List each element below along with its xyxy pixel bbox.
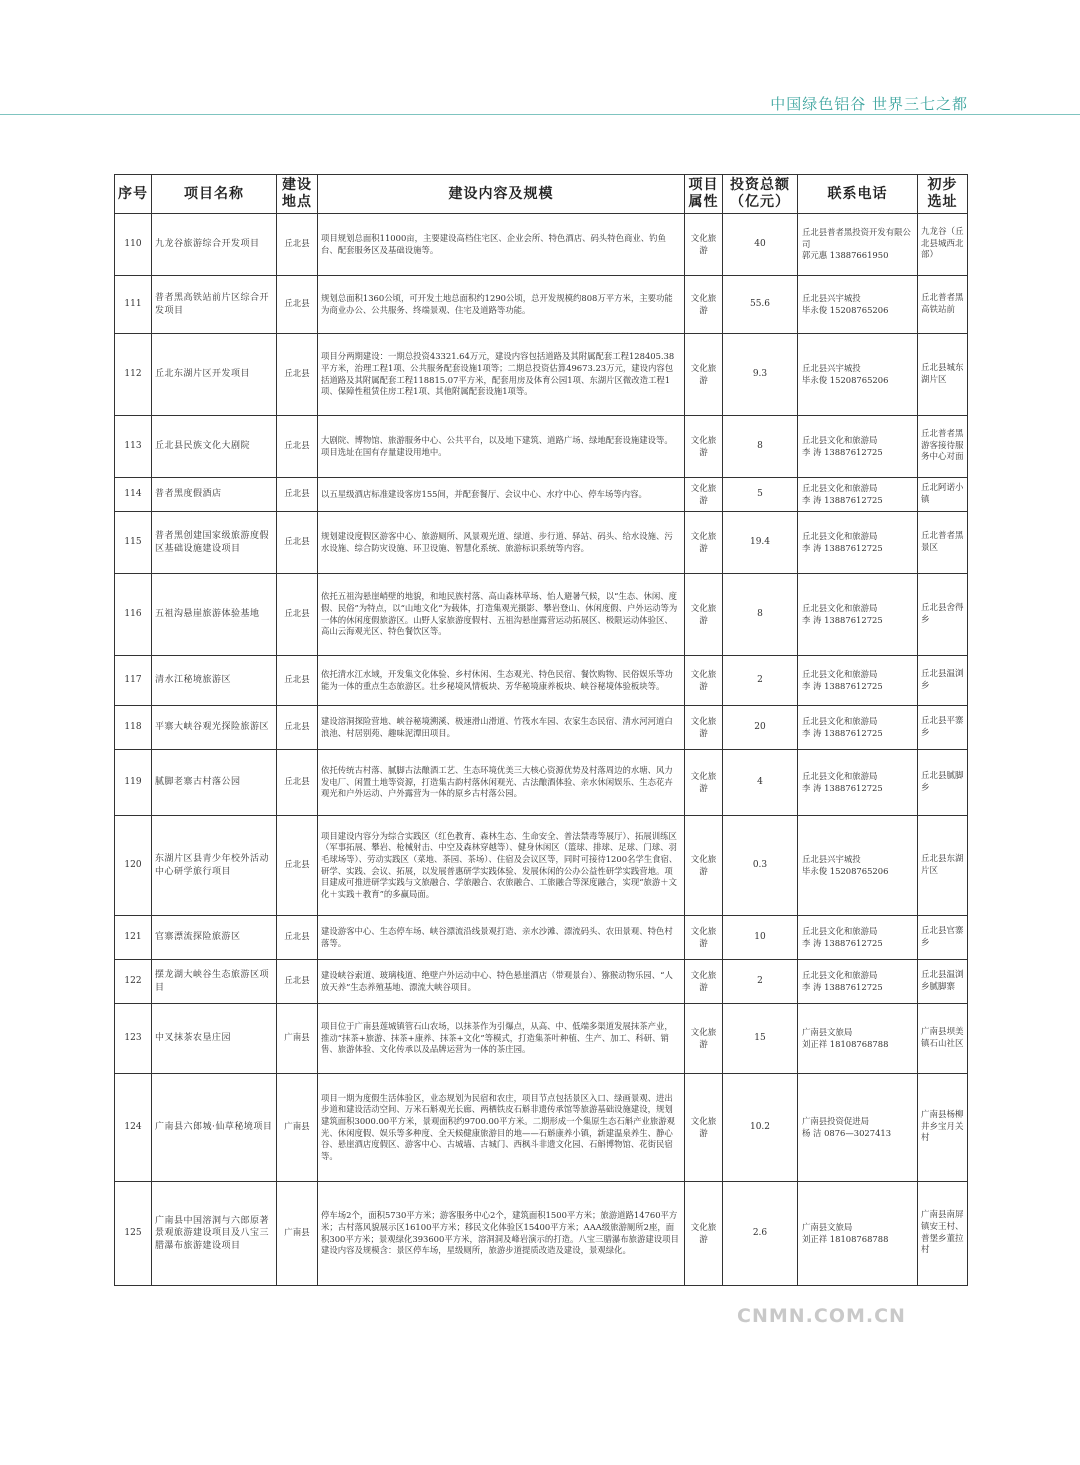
build-location: 丘北县	[277, 214, 318, 276]
contact-line: 丘北县文化和旅游局	[802, 925, 878, 936]
table-row	[115, 334, 968, 416]
project-attribute: 文化旅游	[685, 656, 723, 706]
preliminary-site: 丘北县平寨乡	[918, 706, 968, 750]
contact-line: 李 涛 13887612725	[802, 680, 883, 691]
project-attribute: 文化旅游	[685, 1074, 723, 1182]
contact-info	[798, 276, 918, 334]
contact-line: 毕永俊 15208765206	[802, 374, 889, 385]
table-header-row	[115, 175, 968, 214]
investment-total: 19.4	[723, 512, 798, 574]
table-row	[115, 214, 968, 276]
contact-info	[798, 512, 918, 574]
contact-info	[798, 1182, 918, 1286]
project-attribute: 文化旅游	[685, 334, 723, 416]
contact-info	[798, 416, 918, 478]
build-location: 丘北县	[277, 750, 318, 816]
investment-total: 2.6	[723, 1182, 798, 1286]
build-content: 依托五祖沟悬崖峭壁的地貌，和地民族村落、高山森林草场、怡人避暑气候，以“生态、休闲、度假、民俗”为特点，以“山地文化”为载体，打造集观光摄影、攀岩登山、休闲度假、户外运动等为一体的休闲度假旅游区。山野人家旅游度假村、五祖沟悬崖露营运动拓展区、极限运动体验区、高山云海观光区、特色餐饮区等。	[318, 574, 685, 656]
contact-info	[798, 574, 918, 656]
contact-info	[798, 1074, 918, 1182]
contact-line: 丘北县文化和旅游局	[802, 602, 878, 613]
contact-info	[798, 214, 918, 276]
build-location: 广南县	[277, 1074, 318, 1182]
investment-total: 8	[723, 416, 798, 478]
preliminary-site: 丘北县官寨乡	[918, 916, 968, 960]
build-content: 依托清水江水域，开发集文化体验、乡村休闲、生态观光、特色民宿、餐饮购物、民俗娱乐等功能为一体的重点生态旅游区。壮乡秘境风情板块、芳华秘境康养板块、峡谷秘境体验板块等。	[318, 656, 685, 706]
preliminary-site: 广南县南屏镇安王村、普堡乡董拉村	[918, 1182, 968, 1286]
contact-line: 李 涛 13887612725	[802, 542, 883, 553]
project-name: 普者黑度假酒店	[152, 478, 277, 512]
contact-info	[798, 750, 918, 816]
contact-line: 李 涛 13887612725	[802, 494, 883, 505]
build-content: 项目分两期建设：一期总投资43321.64万元，建设内容包括道路及其附属配套工程128405.38平方米，治理工程1项、公共服务配套设施1项等；二期总投资估算49673.23万元，建设内容包括道路及其附属配套工程118815.07平方米，配套用房及体育公园1项、东湖片区微改造工程1项、保障性租赁住房工程1项、其他附属配套设施1项等。	[318, 334, 685, 416]
row-number: 113	[115, 416, 152, 478]
build-content: 建设峡谷索道、玻璃栈道、绝壁户外运动中心、特色悬崖酒店（带观景台）、猕猴动物乐园、“人放天养”生态养殖基地、漂流大峡谷项目。	[318, 960, 685, 1004]
investment-total: 5	[723, 478, 798, 512]
build-location: 丘北县	[277, 334, 318, 416]
project-name: 广南县中国溶洞与六郎原著景观旅游建设项目及八宝三腊瀑布旅游建设项目	[152, 1182, 277, 1286]
investment-total: 10	[723, 916, 798, 960]
row-number: 125	[115, 1182, 152, 1286]
build-content: 规划总面积1360公顷，可开发土地总面积约1290公顷，总开发规模约808万平方米，主要功能为商业办公、公共服务、终端景观、住宅及道路等功能。	[318, 276, 685, 334]
contact-line: 丘北县文化和旅游局	[802, 434, 878, 445]
contact-line: 丘北县兴宇城投	[802, 853, 861, 864]
contact-line: 郭元惠 13887661950	[802, 250, 889, 261]
investment-total: 40	[723, 214, 798, 276]
project-name: 五祖沟悬崖旅游体验基地	[152, 574, 277, 656]
table-row	[115, 512, 968, 574]
contact-line: 李 涛 13887612725	[802, 937, 883, 948]
row-number: 117	[115, 656, 152, 706]
project-attribute: 文化旅游	[685, 478, 723, 512]
build-location: 丘北县	[277, 656, 318, 706]
preliminary-site: 广南县坝美镇石山社区	[918, 1004, 968, 1074]
project-name: 官寨漂流探险旅游区	[152, 916, 277, 960]
project-table-wrapper	[114, 174, 967, 1286]
investment-total: 55.6	[723, 276, 798, 334]
row-number: 112	[115, 334, 152, 416]
col-header-no: 序号	[115, 175, 152, 214]
project-attribute: 文化旅游	[685, 916, 723, 960]
build-content: 停车场2个，面积5730平方米；游客服务中心2个，建筑面积1500平方米；旅游道路14760平方米；古村落风貌展示区16100平方米；移民文化体验区15400平方米；AAA级旅游厕所2座，面积300平方米；景观绿化393600平方米，溶洞洞及峰岩演示的打造。八宝三腊瀑布旅游建设项目建设内容及规模含：景区停车场，星级厕所，旅游步道提质改造及建设，景观绿化。	[318, 1182, 685, 1286]
contact-info	[798, 478, 918, 512]
investment-total: 8	[723, 574, 798, 656]
build-content: 项目一期为度假生活体验区，业态规划为民宿和农庄，项目节点包括景区入口、绿画景观、进出步道和建设活动空间、万米石斛观光长廊、两栖铁皮石斛非遗传承馆等旅游基础设施建设，规划建筑面积3000.00平方米，景观面积约9700.00平方米。二期形成一个集原生态石斛产业旅游观光、休闲度假、娱乐等多种度、全天候健康旅游目的地——石斛康养小镇，新建温泉养生、静心谷、悬崖酒店度假区、游客中心、古城墙、古城门、西枫斗非遗文化园、石斛博物馆、花街民宿等。	[318, 1074, 685, 1182]
contact-line: 李 涛 13887612725	[802, 614, 883, 625]
table-row	[115, 916, 968, 960]
contact-line: 丘北县文化和旅游局	[802, 715, 878, 726]
preliminary-site: 丘北县温浏乡	[918, 656, 968, 706]
col-header-content: 建设内容及规模	[318, 175, 685, 214]
build-location: 丘北县	[277, 816, 318, 916]
contact-info	[798, 1004, 918, 1074]
contact-line: 刘正祥 18108768788	[802, 1233, 889, 1244]
build-location: 丘北县	[277, 416, 318, 478]
build-location: 丘北县	[277, 478, 318, 512]
project-attribute: 文化旅游	[685, 816, 723, 916]
investment-total: 20	[723, 706, 798, 750]
table-body	[115, 214, 968, 1286]
project-attribute: 文化旅游	[685, 574, 723, 656]
col-header-site: 初步选址	[918, 175, 968, 214]
preliminary-site: 广南县杨柳井乡宝月关村	[918, 1074, 968, 1182]
col-header-contact: 联系电话	[798, 175, 918, 214]
contact-info	[798, 816, 918, 916]
table-row	[115, 276, 968, 334]
row-number: 111	[115, 276, 152, 334]
project-name: 九龙谷旅游综合开发项目	[152, 214, 277, 276]
build-content: 项目规划总面积11000亩，主要建设高档住宅区、企业会所、特色酒店、码头特色商业、钓鱼台、配套服务区及基础设施等。	[318, 214, 685, 276]
row-number: 123	[115, 1004, 152, 1074]
table-row	[115, 1004, 968, 1074]
preliminary-site: 九龙谷（丘北县城西北部）	[918, 214, 968, 276]
build-location: 丘北县	[277, 512, 318, 574]
build-location: 广南县	[277, 1004, 318, 1074]
contact-info	[798, 656, 918, 706]
contact-line: 杨 洁 0876—3027413	[802, 1127, 892, 1138]
col-header-investment: 投资总额（亿元）	[723, 175, 798, 214]
project-name: 普者黑高铁站前片区综合开发项目	[152, 276, 277, 334]
preliminary-site: 丘北县腻脚乡	[918, 750, 968, 816]
contact-info	[798, 960, 918, 1004]
contact-line: 广南县投资促进局	[802, 1115, 869, 1126]
project-name: 丘北东湖片区开发项目	[152, 334, 277, 416]
col-header-name: 项目名称	[152, 175, 277, 214]
contact-line: 李 涛 13887612725	[802, 446, 883, 457]
investment-total: 4	[723, 750, 798, 816]
row-number: 115	[115, 512, 152, 574]
build-location: 丘北县	[277, 706, 318, 750]
build-content: 依托传统古村落、腻脚古法酿酒工艺、生态环境优美三大核心资源优势及村落周边的水塘、风力发电厂、闲置土地等资源，打造集古韵村落休闲观光、古法酿酒体验、亲水休闲娱乐、生态花卉观光和户外运动、户外露营为一体的原乡古村落公园。	[318, 750, 685, 816]
contact-line: 广南县文旅局	[802, 1026, 853, 1037]
project-name: 广南县六郎城·仙草秘境项目	[152, 1074, 277, 1182]
project-name: 丘北县民族文化大剧院	[152, 416, 277, 478]
investment-total: 0.3	[723, 816, 798, 916]
project-name: 腻脚老寨古村落公园	[152, 750, 277, 816]
project-name: 清水江秘境旅游区	[152, 656, 277, 706]
contact-info	[798, 916, 918, 960]
row-number: 110	[115, 214, 152, 276]
row-number: 116	[115, 574, 152, 656]
build-content: 建设溶洞探险营地、峡谷秘境溯溪、极速滑山滑道、竹筏水车园、农家生态民宿、清水河河道白浪池、村居别苑、趣味泥潭田项目。	[318, 706, 685, 750]
page-header-title: 中国绿色铝谷 世界三七之都	[770, 95, 968, 113]
build-content: 建设游客中心、生态停车场、峡谷漂流沿线景观打造、亲水沙滩、漂流码头、农田景观、特色村落等。	[318, 916, 685, 960]
table-row	[115, 816, 968, 916]
col-header-location: 建设地点	[277, 175, 318, 214]
project-attribute: 文化旅游	[685, 276, 723, 334]
contact-info	[798, 334, 918, 416]
project-name: 平寨大峡谷观光探险旅游区	[152, 706, 277, 750]
project-attribute: 文化旅游	[685, 1182, 723, 1286]
build-location: 丘北县	[277, 276, 318, 334]
contact-line: 丘北县文化和旅游局	[802, 969, 878, 980]
build-content: 规划建设度假区游客中心、旅游厕所、风景观光道、绿道、步行道、驿站、码头、给水设施、污水设施、综合防灾设施、环卫设施、智慧化系统、旅游标识系统等内容。	[318, 512, 685, 574]
contact-line: 刘正祥 18108768788	[802, 1038, 889, 1049]
row-number: 118	[115, 706, 152, 750]
contact-line: 丘北县普者黑投资开发有限公司	[802, 227, 911, 249]
row-number: 114	[115, 478, 152, 512]
project-attribute: 文化旅游	[685, 512, 723, 574]
investment-total: 2	[723, 656, 798, 706]
project-attribute: 文化旅游	[685, 706, 723, 750]
contact-line: 李 涛 13887612725	[802, 981, 883, 992]
build-location: 丘北县	[277, 960, 318, 1004]
project-attribute: 文化旅游	[685, 1004, 723, 1074]
preliminary-site: 丘北阿诺小镇	[918, 478, 968, 512]
build-location: 广南县	[277, 1182, 318, 1286]
contact-line: 丘北县兴宇城投	[802, 362, 861, 373]
row-number: 119	[115, 750, 152, 816]
preliminary-site: 丘北普者黑高铁站前	[918, 276, 968, 334]
row-number: 124	[115, 1074, 152, 1182]
row-number: 121	[115, 916, 152, 960]
project-attribute: 文化旅游	[685, 960, 723, 1004]
project-attribute: 文化旅游	[685, 214, 723, 276]
contact-line: 丘北县文化和旅游局	[802, 530, 878, 541]
footer-logo-text: CNMN.COM.CN	[737, 1305, 906, 1327]
contact-line: 毕永俊 15208765206	[802, 304, 889, 315]
table-row	[115, 416, 968, 478]
investment-total: 10.2	[723, 1074, 798, 1182]
build-content: 项目位于广南县莲城镇管石山农场，以抹茶作为引爆点，从高、中、低端多渠道发展抹茶产业，推动“抹茶+旅游、抹茶+康养、抹茶+文化”等模式，打造集茶叶种植、生产、加工、科研、销售、旅游体验、文化传承以及品牌运营为一体的茶庄园。	[318, 1004, 685, 1074]
table-row	[115, 960, 968, 1004]
build-location: 丘北县	[277, 574, 318, 656]
contact-line: 广南县文旅局	[802, 1221, 853, 1232]
contact-line: 丘北县文化和旅游局	[802, 770, 878, 781]
project-name: 摆龙湖大峡谷生态旅游区项目	[152, 960, 277, 1004]
table-row	[115, 706, 968, 750]
table-row	[115, 1074, 968, 1182]
contact-line: 李 涛 13887612725	[802, 727, 883, 738]
preliminary-site: 丘北普者黑游客接待服务中心对面	[918, 416, 968, 478]
preliminary-site: 丘北县舍得乡	[918, 574, 968, 656]
build-location: 丘北县	[277, 916, 318, 960]
contact-line: 丘北县文化和旅游局	[802, 668, 878, 679]
project-name: 中叉抹茶农垦庄园	[152, 1004, 277, 1074]
build-content: 项目建设内容分为综合实践区（红色教育、森林生态、生命安全、普法禁毒等展厅）、拓展训练区（军事拓展、攀岩、枪械射击、中空及森林穿越等）、健身休闲区（篮球、排球、足球、门球、羽毛球场等）、劳动实践区（菜地、茶园、茶场）、住宿及会议区等，同时可接待1200名学生食宿、研学、实践、会议、拓展，以发展普惠研学实践体验、发展休闲的公办公益性研学实践营地。项目建成可推进研学实践与文旅融合、学旅融合、农旅融合、工旅融合等深度融合，实现“旅游＋文化＋实践＋教育”的多赢局面。	[318, 816, 685, 916]
investment-total: 9.3	[723, 334, 798, 416]
investment-total: 15	[723, 1004, 798, 1074]
table-row	[115, 574, 968, 656]
contact-line: 丘北县兴宇城投	[802, 292, 861, 303]
contact-line: 李 涛 13887612725	[802, 782, 883, 793]
row-number: 120	[115, 816, 152, 916]
project-table	[114, 174, 968, 1286]
project-attribute: 文化旅游	[685, 416, 723, 478]
build-content: 以五星级酒店标准建设客房155间，并配套餐厅、会议中心、水疗中心、停车场等内容。	[318, 478, 685, 512]
project-name: 东湖片区县青少年校外活动中心研学旅行项目	[152, 816, 277, 916]
table-row	[115, 656, 968, 706]
contact-info	[798, 706, 918, 750]
investment-total: 2	[723, 960, 798, 1004]
col-header-attribute: 项目属性	[685, 175, 723, 214]
contact-line: 丘北县文化和旅游局	[802, 482, 878, 493]
preliminary-site: 丘北县温浏乡腻脚寨	[918, 960, 968, 1004]
table-row	[115, 750, 968, 816]
table-row	[115, 1182, 968, 1286]
preliminary-site: 丘北县城东湖片区	[918, 334, 968, 416]
build-content: 大剧院、博物馆、旅游服务中心、公共平台，以及地下建筑、道路广场、绿地配套设施建设等。项目选址在国有存量建设用地中。	[318, 416, 685, 478]
project-name: 普者黑创建国家级旅游度假区基础设施建设项目	[152, 512, 277, 574]
contact-line: 毕永俊 15208765206	[802, 865, 889, 876]
preliminary-site: 丘北县东湖片区	[918, 816, 968, 916]
table-row	[115, 478, 968, 512]
row-number: 122	[115, 960, 152, 1004]
project-attribute: 文化旅游	[685, 750, 723, 816]
preliminary-site: 丘北普者黑景区	[918, 512, 968, 574]
